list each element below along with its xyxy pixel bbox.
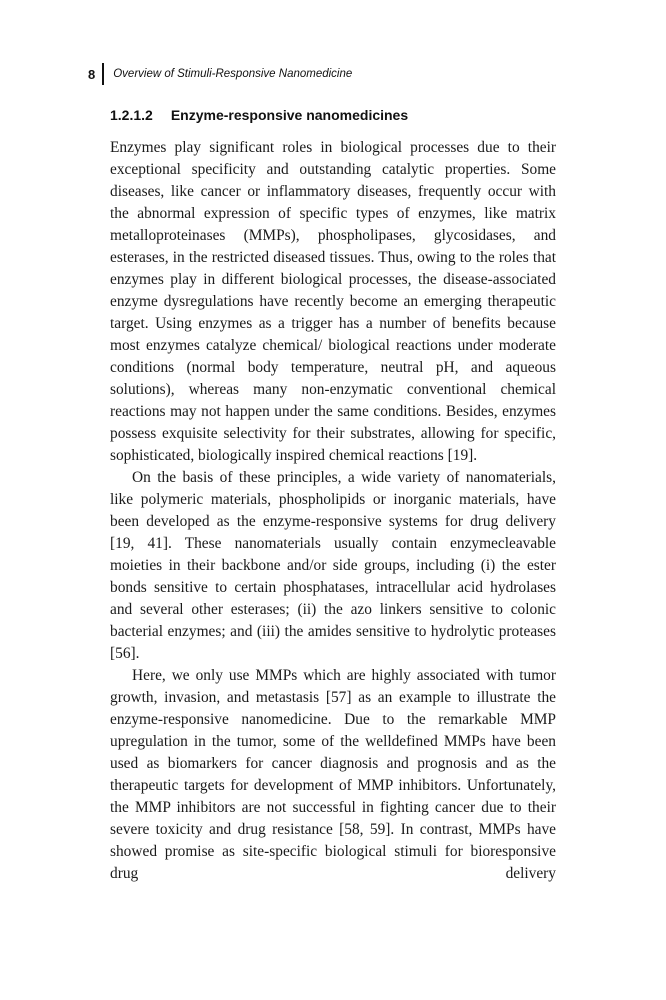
paragraph-1: Enzymes play significant roles in biological processes due to their exceptional specificity and outstanding catalytic properties. Some diseases, like cancer or inflammatory diseases, frequently occur with the abnormal expression of specific types of enzymes, like matrix metalloproteinases (MMPs), phospholipases, glycosidases, and esterases, in the restricted diseased tissues. Thus, owing to the roles that enzymes play in different biological processes, the disease-associated enzyme dysregulations have recently become an emerging therapeutic target. Using enzymes as a trigger has a number of benefits because most enzymes catalyze chemical/ biological reactions under moderate conditions (normal body temperature, neutral pH, and aqueous solutions), whereas many non-enzymatic conventional chemical reactions may not happen under the same conditions. Besides, enzymes possess exquisite selectivity for their substrates, allowing for specific, sophisticated, biologically inspired chemical reactions [19].	[110, 139, 556, 464]
header-divider	[102, 63, 104, 85]
section-title: Enzyme-responsive nanomedicines	[170, 107, 409, 123]
paragraph-3: Here, we only use MMPs which are highly associated with tumor growth, invasion, and metastasis [57] as an example to illustrate the enzyme-responsive nanomedicine. Due to the remarkable MMP upregulation in the tumor, some of the welldefined MMPs have been used as biomarkers for cancer diagnosis and prognosis and as the therapeutic targets for development of MMP inhibitors. Unfortunately, the MMP inhibitors are not successful in fighting cancer due to their severe toxicity and drug resistance [58, 59]. In contrast, MMPs have showed promise as site-specific biological stimuli for bioresponsive drug delivery	[110, 667, 556, 882]
body-text	[110, 137, 556, 885]
running-title: Overview of Stimuli-Responsive Nanomedicine	[113, 68, 353, 80]
running-header	[88, 63, 352, 85]
section-number: 1.2.1.2	[110, 107, 153, 123]
section-heading	[110, 107, 408, 123]
paragraph-2: On the basis of these principles, a wide variety of nanomaterials, like polymeric materials, phospholipids or inorganic materials, have been developed as the enzyme-responsive systems for drug delivery [19, 41]. These nanomaterials usually contain enzymecleavable moieties in their backbone and/or side groups, including (i) the ester bonds sensitive to certain phosphatases, intracellular acid hydrolases and several other esterases; (ii) the azo linkers sensitive to colonic bacterial enzymes; and (iii) the amides sensitive to hydrolytic proteases [56].	[110, 469, 556, 662]
page-number: 8	[88, 66, 96, 82]
